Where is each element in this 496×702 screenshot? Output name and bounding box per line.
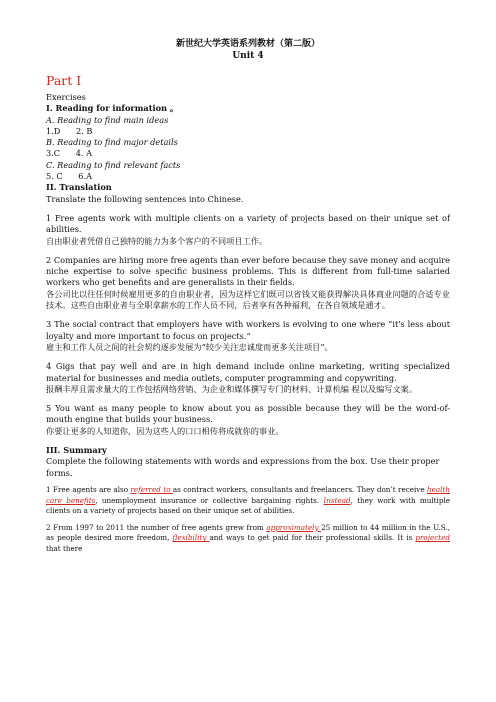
translation-1-cn: 自由职业者凭借自己独特的能力为多个客户的不同项目工作。 xyxy=(46,235,268,246)
translation-2-en: 2 Companies are hiring more free agents than ever before because they save money and acquire niche expertise to solve specific business problems. This is different from full-time salaried workers who get benefits and are generalists in their fields. xyxy=(46,254,450,288)
summary-1-fill-2: health care benefits xyxy=(46,484,450,505)
spacer xyxy=(46,311,450,319)
summary-1-fill-1: referred to xyxy=(130,484,173,494)
translation-4-cn: 报酬丰厚且需求量大的工作包括网络营销、为企业和媒体撰写专门的材料、计算机编 程以及编写文案。 xyxy=(46,383,418,394)
section-1-title-text: I. Reading for information xyxy=(46,103,167,114)
translation-2-cn: 各公司比以往任何时候雇用更多的自由职业者，因为这样它们既可以省钱又能获得解决具体商业问题的合适专业技术。这些自由职业者与全职拿薪水的工作人员不同，后者享有各种福利，在各自领域是通才。 xyxy=(46,288,450,311)
summary-2 xyxy=(46,523,450,555)
summary-1-text-d: , they work with multiple clients on a variety of projects based on their unique set of abilities. xyxy=(46,495,450,516)
summary-1-text-a: 1 Free agents are also xyxy=(46,484,131,494)
translation-5-en: 5 You want as many people to know about you as possible because they will be the word-of-mouth engine that builds your business. xyxy=(46,403,450,425)
subsection-a-answers: 1.D 2. B xyxy=(46,125,93,136)
spacer xyxy=(46,437,450,445)
section-2-title: II. Translation xyxy=(46,182,112,193)
spacer xyxy=(46,395,450,403)
translation-3-cn: 雇主和工作人员之间的社会契约逐步发展为“较少关注忠诚度而更多关注项目”。 xyxy=(46,341,333,352)
summary-2-text-b: 25 million to 44 million in the U.S., as people desired more freedom, xyxy=(46,522,450,543)
section-1-dot: 。 xyxy=(169,103,179,114)
summary-1-fill-3: Instead xyxy=(323,495,351,505)
translation-3-en: 3 The social contract that employers have with workers is evolving to one where “it's less about loyalty and more important to focus on projects.” xyxy=(46,319,450,341)
section-2-instruction: Translate the following sentences into Chinese. xyxy=(46,193,244,204)
subsection-c-answers: 5. C 6.A xyxy=(46,171,93,182)
section-3-instruction: Complete the following statements with words and expressions from the box. Use their proper forms. xyxy=(46,456,440,478)
section-3-title: III. Summary xyxy=(46,445,107,456)
subsection-b-answers: 3.C 4. A xyxy=(46,148,93,159)
summary-2-fill-1: approximately xyxy=(266,522,322,532)
exercises-label: Exercises xyxy=(46,92,86,102)
summary-1-text-c: , unemployment insurance or collective bargaining rights. xyxy=(95,495,324,505)
translation-4-en: 4 Gigs that pay well and are in high demand include online marketing, writing specialized material for businesses and media outlets, computer programming and copywriting. xyxy=(46,361,450,383)
unit-label: Unit 4 xyxy=(232,51,264,61)
summary-1 xyxy=(46,485,450,517)
part-heading: Part I xyxy=(46,73,82,88)
section-1-title xyxy=(46,103,450,114)
spacer xyxy=(46,247,450,255)
subsection-c-title: C. Reading to find relevant facts xyxy=(46,159,181,170)
translation-5-cn: 你要让更多的人知道你，因为这些人的口口相传将成就你的事业。 xyxy=(46,425,284,436)
subsection-b-title: B. Reading to find major details xyxy=(46,137,178,148)
summary-2-fill-2: flexibility xyxy=(172,533,210,543)
subsection-a-title: A. Reading to find main ideas xyxy=(46,114,169,125)
summary-2-text-d: that there xyxy=(46,543,83,553)
summary-2-text-c: and ways to get paid for their professional skills. It is xyxy=(209,533,416,543)
summary-1-text-b: as contract workers, consultants and freelancers. They don’t receive xyxy=(172,484,428,494)
translation-1-en: 1 Free agents work with multiple clients on a variety of projects based on their unique set of abilities. xyxy=(46,212,450,235)
summary-2-text-a: 2 From 1997 to 2011 the number of free agents grew from xyxy=(46,522,267,532)
spacer xyxy=(46,205,450,213)
book-title: 新世纪大学英语系列教材（第二版） xyxy=(175,39,320,49)
spacer xyxy=(46,353,450,361)
summary-2-fill-3: projected xyxy=(415,533,450,543)
